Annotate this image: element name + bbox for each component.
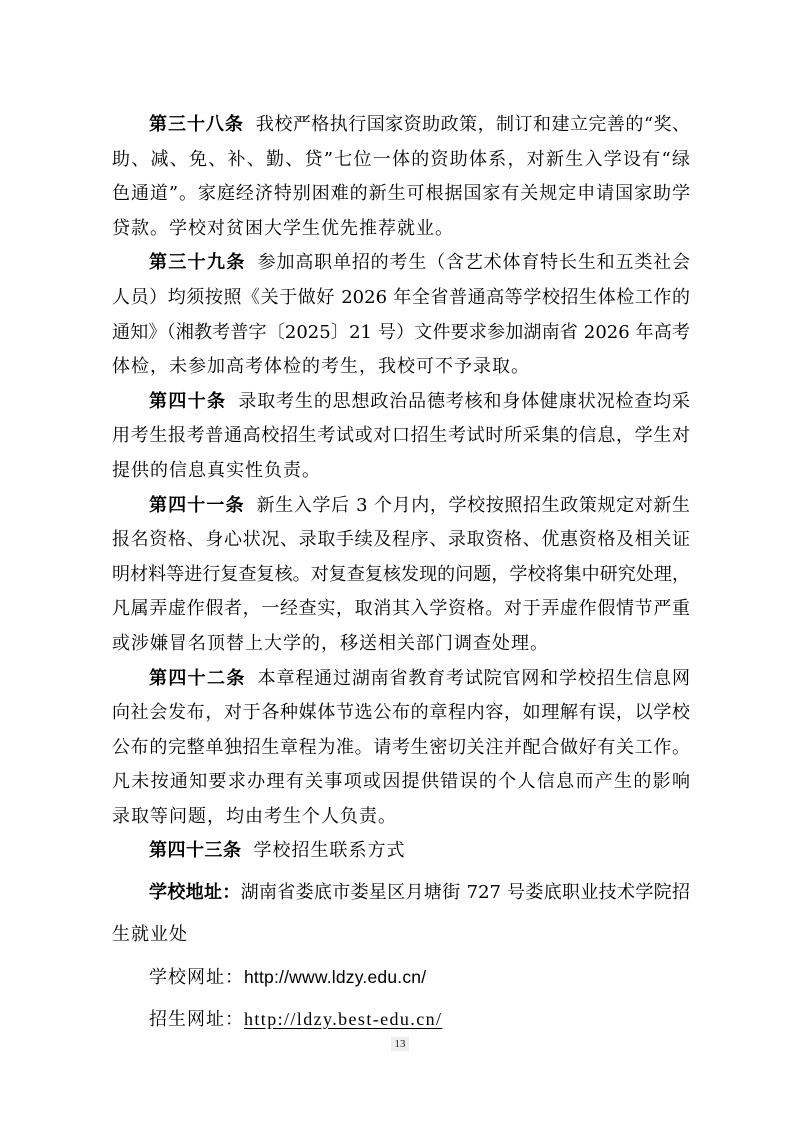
article-43-text: 学校招生联系方式 (253, 840, 406, 862)
article-38-last-line: 贷款。学校对贫困大学生优先推荐就业。 (112, 217, 454, 239)
article-40-last-line: 提供的信息真实性负责。 (112, 459, 321, 481)
article-38-text: 我校严格执行国家资助政策，制订和建立完善的“奖、 (255, 114, 690, 135)
article-39-number: 第三十九条 (149, 252, 246, 274)
article-38-number: 第三十八条 (149, 114, 244, 135)
article-42-number: 第四十二条 (149, 667, 246, 689)
school-address-text: 湖南省娄底市娄星区月塘街 727 号娄底职业技术学院招 (240, 882, 690, 903)
article-40-text: 录取考生的思想政治品德考核和身体健康状况检查均采 (238, 390, 691, 412)
article-39-line: 通知》（湘教考普字〔2025〕21 号）文件要求参加湖南省 2026 年高考 (112, 321, 690, 343)
article-42-text: 本章程通过湖南省教育考试院官网和学校招生信息网 (257, 667, 691, 689)
article-42-line: 凡未按通知要求办理有关事项或因提供错误的个人信息而产生的影响 (112, 771, 690, 793)
article-41-line: 明材料等进行复查复核。对复查复核发现的问题，学校将集中研究处理， (112, 563, 690, 585)
article-38-line: 色通道”。家庭经济特别困难的新生可根据国家有关规定申请国家助学 (112, 183, 690, 205)
article-40-number: 第四十条 (149, 390, 227, 412)
article-41-line: 报名资格、身心状况、录取手续及程序、录取资格、优惠资格及相关证 (112, 529, 690, 551)
admissions-website-line (112, 998, 690, 1040)
school-website-label: 学校网址： (149, 967, 244, 988)
article-39-last-line: 体检，未参加高考体检的考生，我校可不予录取。 (112, 356, 530, 378)
admissions-website-label: 招生网址： (149, 1009, 244, 1030)
article-39-text: 参加高职单招的考生（含艺术体育特长生和五类社会 (257, 252, 691, 274)
article-42-line: 公布的完整单独招生章程为准。请考生密切关注并配合做好有关工作。 (112, 736, 690, 758)
article-41-last-line: 或涉嫌冒名顶替上大学的，移送相关部门调查处理。 (112, 632, 549, 654)
school-website-line (112, 956, 690, 998)
article-42-line: 向社会发布，对于各种媒体节选公布的章程内容，如理解有误，以学校 (112, 702, 690, 724)
article-41-text: 新生入学后 3 个月内，学校按照招生政策规定对新生 (256, 494, 691, 516)
school-website-url: http://www.ldzy.edu.cn/ (244, 967, 427, 987)
article-39-line: 人员）均须按照《关于做好 2026 年全省普通高等学校招生体检工作的 (112, 286, 690, 308)
article-38-first-line (112, 108, 690, 143)
page-number: 13 (391, 1037, 409, 1051)
article-40-line: 用考生报考普通高校招生考试或对口招生考试时所采集的信息，学生对 (112, 425, 690, 447)
article-41-first-line (112, 489, 690, 524)
article-42-first-line (112, 662, 690, 697)
article-40-first-line (112, 385, 690, 420)
admissions-url-link[interactable]: http://ldzy.best-edu.cn/ (244, 1009, 443, 1029)
article-43-number: 第四十三条 (149, 840, 242, 862)
contact-info (112, 872, 690, 1040)
article-42-last-line: 录取等问题，均由考生个人负责。 (112, 805, 397, 827)
article-41-line: 凡属弄虚作假者，一经查实，取消其入学资格。对于弄虚作假情节严重 (112, 598, 690, 620)
article-43-line (112, 834, 690, 869)
school-address-label: 学校地址： (149, 882, 241, 903)
school-address-line (112, 872, 690, 914)
article-39-first-line (112, 246, 690, 281)
article-41-number: 第四十一条 (149, 494, 245, 516)
article-38-line: 助、减、免、补、勤、贷”七位一体的资助体系，对新生入学设有“绿 (112, 148, 690, 170)
school-address-continuation: 生就业处 (112, 924, 188, 945)
articles-body (112, 108, 690, 869)
